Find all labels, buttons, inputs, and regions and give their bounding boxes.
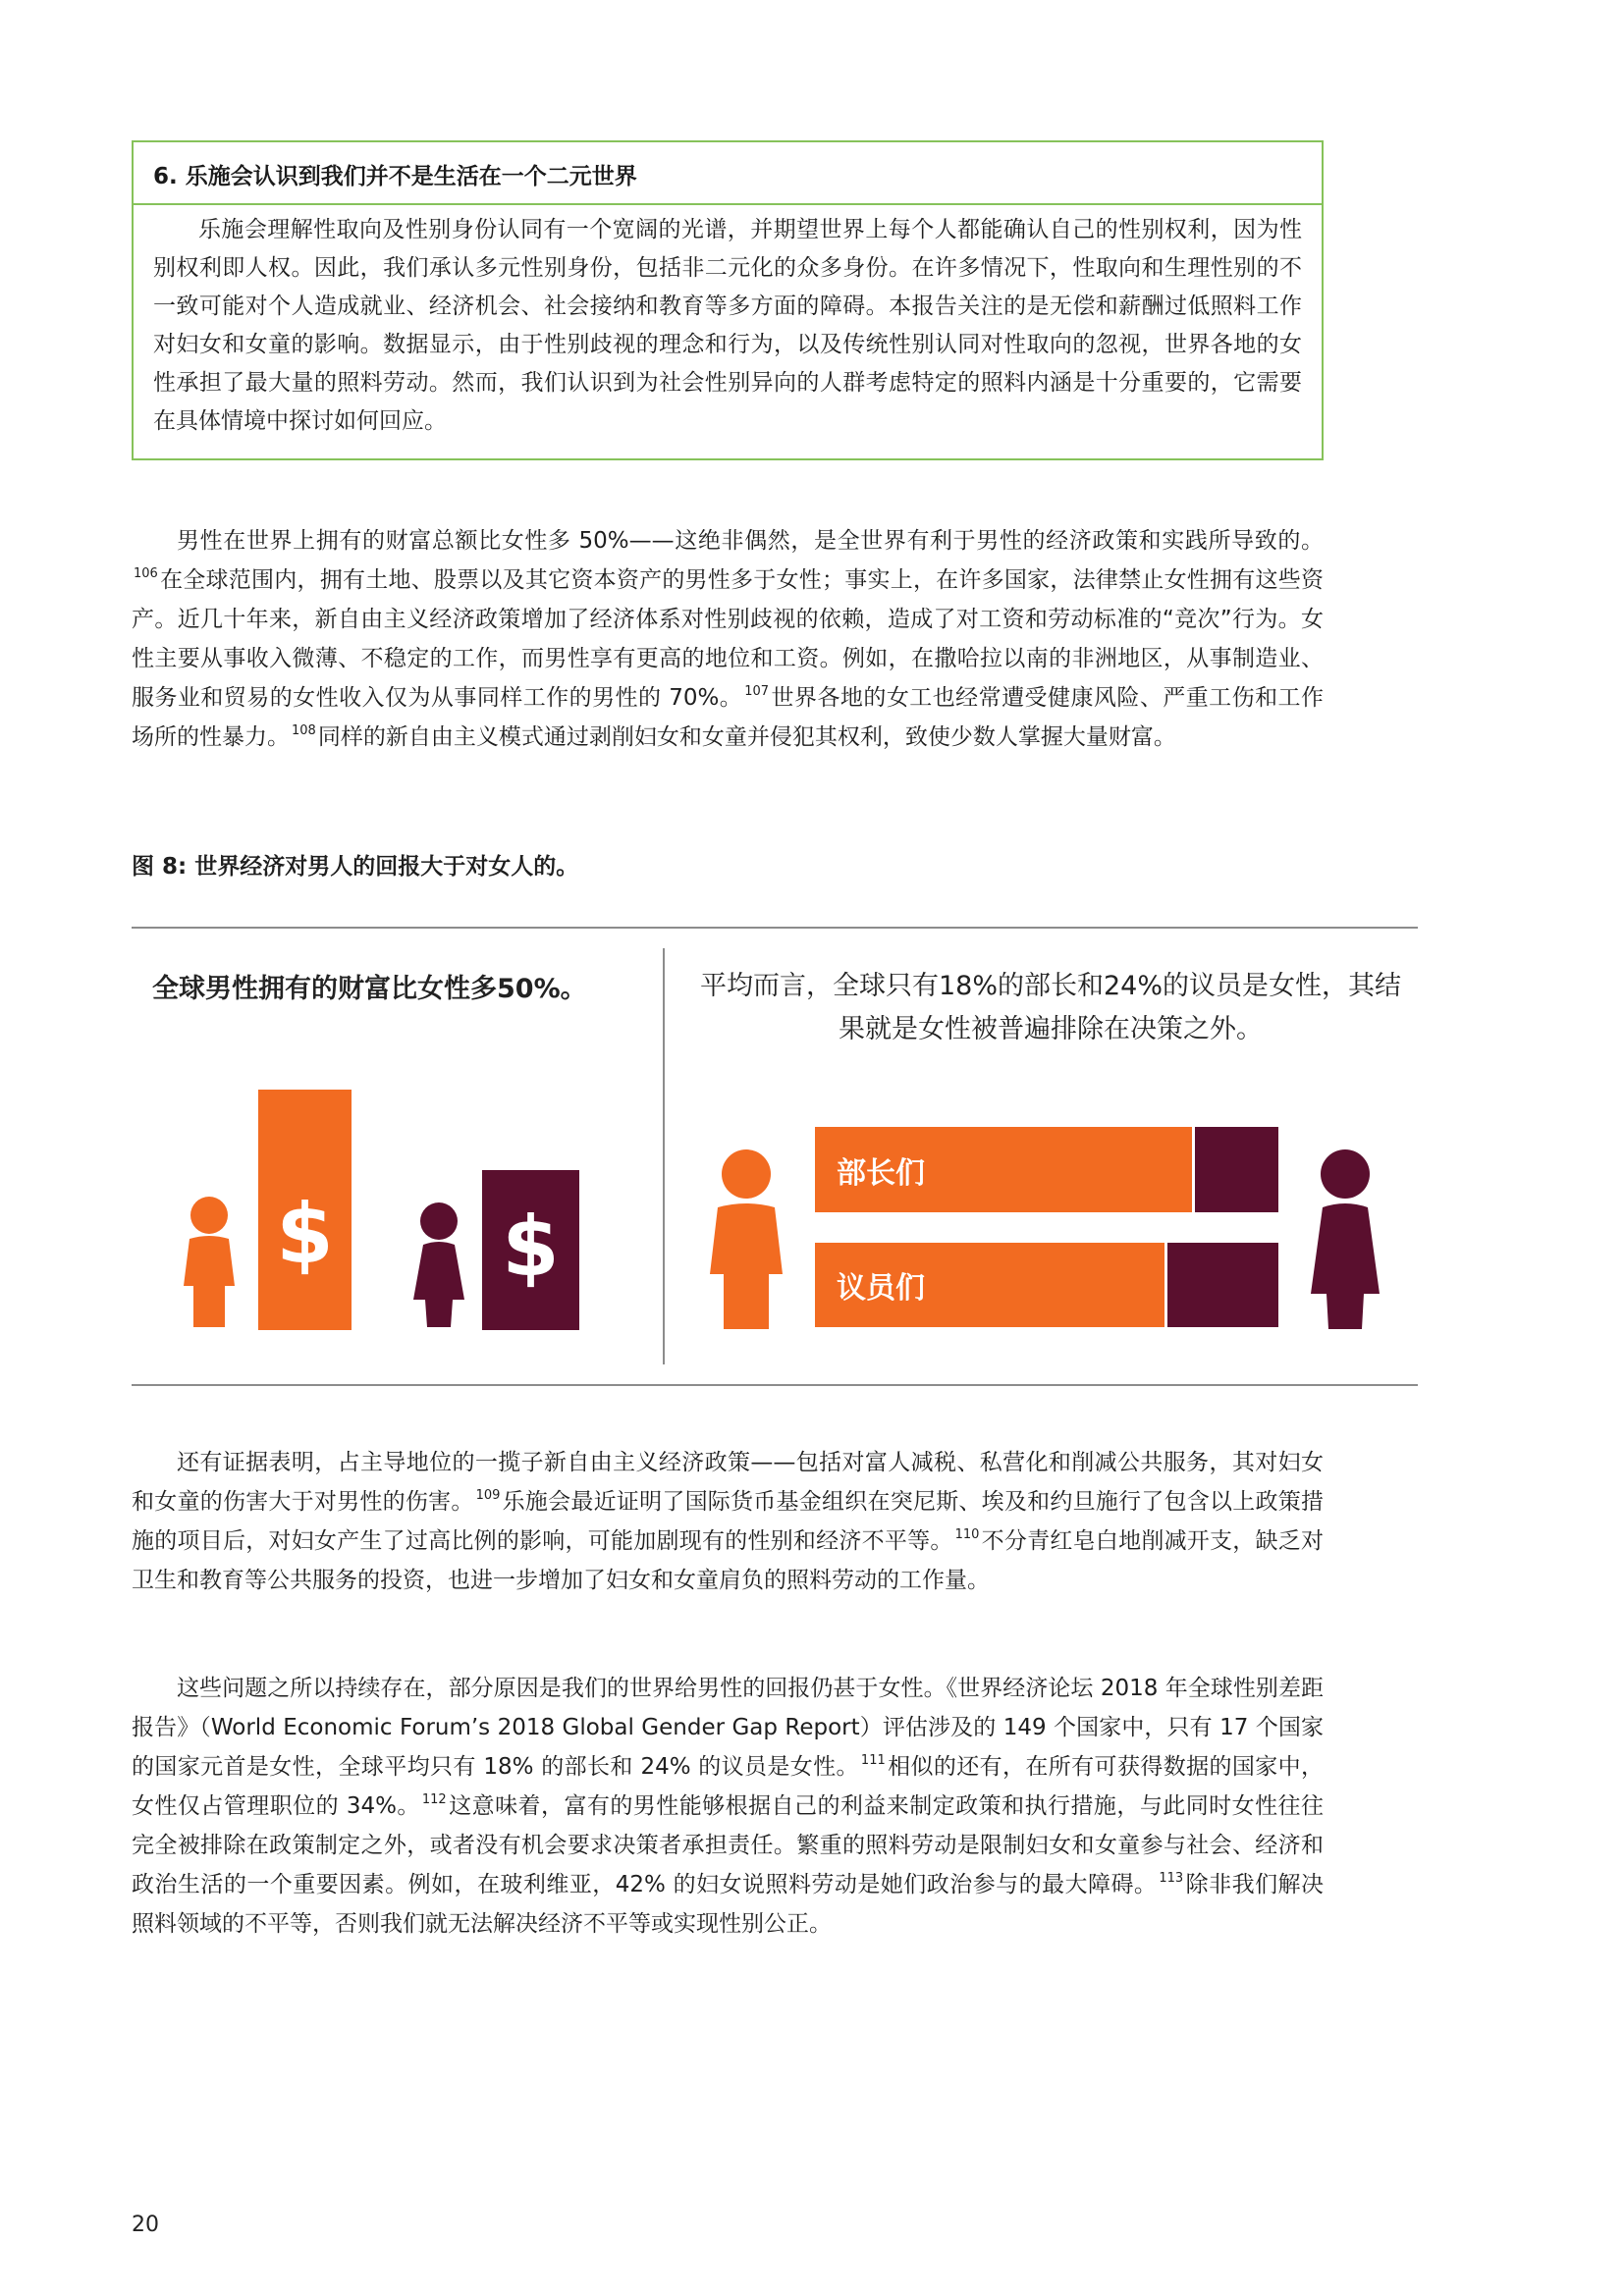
- wealth-bar-men: [258, 1090, 352, 1330]
- bar-ministers: [815, 1127, 1278, 1212]
- page-number: 20: [132, 2213, 159, 2237]
- bar-segment-women: [1195, 1127, 1278, 1212]
- footnote-ref[interactable]: 110: [954, 1527, 980, 1542]
- paragraph-policies: 还有证据表明，占主导地位的一揽子新自由主义经济政策——包括对富人减税、私营化和削减公共服务，其对妇女和女童的伤害大于对男性的伤害。 $^{109}$乐施会最近证明了国际货币基金组织在突尼斯、埃及和约旦施行了包含以上政策措施的项目后，对妇女产生了过高比例的影响，可能加剧现有的性别和经济不平等。 $^{110}$不分青红皂白地削减开支，缺乏对卫生和教育等公共服务的投资，也进一步增加了妇女和女童肩负的照料劳动的工作量。: [132, 1450, 1325, 1593]
- dollar-icon: $: [276, 1186, 334, 1282]
- figure-divider: [663, 948, 665, 1364]
- bar-segment-women: [1167, 1243, 1278, 1327]
- footnote-ref[interactable]: 112: [421, 1792, 447, 1807]
- figure-caption: 图 8: 世界经济对男人的回报大于对女人的。: [132, 854, 579, 880]
- paragraph-wealth: 男性在世界上拥有的财富总额比女性多 50%——这绝非偶然，是全世界有利于男性的经济政策和实践所导致的。$^{106}$在全球范围内，拥有土地、股票以及其它资本资产的男性多于女性；事实上，在许多国家，法律禁止女性拥有这些资产。近几十年来，新自由主义经济政策增加了经济体系对性别歧视的依赖，造成了对工资和劳动标准的“竞次”行为。女性主要从事收入微薄、不稳定的工作，而男性享有更高的地位和工资。例如，在撒哈拉以南的非洲地区，从事制造业、服务业和贸易的女性收入仅为从事同样工作的男性的 70%。 $^{107}$世界各地的女工也经常遭受健康风险、严重工伤和工作场所的性暴力。 $^{108}$同样的新自由主义模式通过剥削妇女和女童并侵犯其权利，致使少数人掌握大量财富。: [132, 528, 1325, 750]
- man-icon: [708, 1148, 785, 1329]
- wealth-bar-women: [482, 1170, 579, 1330]
- bar-parliamentarians: [815, 1243, 1278, 1327]
- footnote-ref[interactable]: 106: [134, 566, 158, 581]
- info-box-title: 6. 乐施会认识到我们并不是生活在一个二元世界: [134, 142, 1322, 205]
- footnote-ref[interactable]: 111: [860, 1753, 886, 1768]
- figure-top-rule: [132, 927, 1418, 929]
- decision-heading: 平均而言，全球只有18%的部长和24%的议员是女性，其结果就是女性被普遍排除在决策之外。: [699, 971, 1402, 1044]
- info-box-body: 乐施会理解性取向及性别身份认同有一个宽阔的光谱，并期望世界上每个人都能确认自己的性别权利，因为性别权利即人权。因此，我们承认多元性别身份，包括非二元化的众多身份。在许多情况下，性取向和生理性别的不一致可能对个人造成就业、经济机会、社会接纳和教育等多方面的障碍。本报告关注的是无偿和薪酬过低照料工作对妇女和女童的影响。数据显示，由于性别歧视的理念和行为，以及传统性别认同对性取向的忽视，世界各地的女性承担了最大量的照料劳动。然而，我们认识到为社会性别异向的人群考虑特定的照料内涵是十分重要的，它需要在具体情境中探讨如何回应。: [153, 217, 1302, 434]
- paragraph-representation: 这些问题之所以持续存在，部分原因是我们的世界给男性的回报仍甚于女性。《世界经济论坛 2018 年全球性别差距报告》（World Economic Forum’s 2018 Global Gender Gap Report）评估涉及的 149 个国家中，只有 17 个国家的国家元首是女性，全球平均只有 18% 的部长和 24% 的议员是女性。 $^{111}$相似的还有，在所有可获得数据的国家中，女性仅占管理职位的 34%。 $^{112}$这意味着，富有的男性能够根据自己的利益来制定政策和执行措施，与此同时女性往往完全被排除在政策制定之外，或者没有机会要求决策者承担责任。繁重的照料劳动是限制妇女和女童参与社会、经济和政治生活的一个重要因素。例如，在玻利维亚，42% 的妇女说照料劳动是她们政治参与的最大障碍。 $^{113}$除非我们解决照料领域的不平等，否则我们就无法解决经济不平等或实现性别公正。: [132, 1676, 1325, 1937]
- figure-bottom-rule: [132, 1384, 1418, 1386]
- footnote-ref[interactable]: 109: [475, 1488, 501, 1503]
- bar-label: 部长们: [837, 1155, 925, 1191]
- dollar-icon: $: [502, 1199, 560, 1296]
- footnote-ref[interactable]: 107: [744, 684, 770, 699]
- footnote-ref[interactable]: 108: [292, 723, 316, 738]
- man-icon: [182, 1196, 237, 1327]
- footnote-ref[interactable]: 113: [1159, 1871, 1184, 1886]
- woman-icon: [413, 1201, 464, 1327]
- bar-label: 议员们: [837, 1271, 925, 1306]
- woman-icon: [1309, 1148, 1381, 1329]
- info-box: [132, 140, 1324, 460]
- wealth-heading: 全球男性拥有的财富比女性多50%。: [152, 974, 587, 1004]
